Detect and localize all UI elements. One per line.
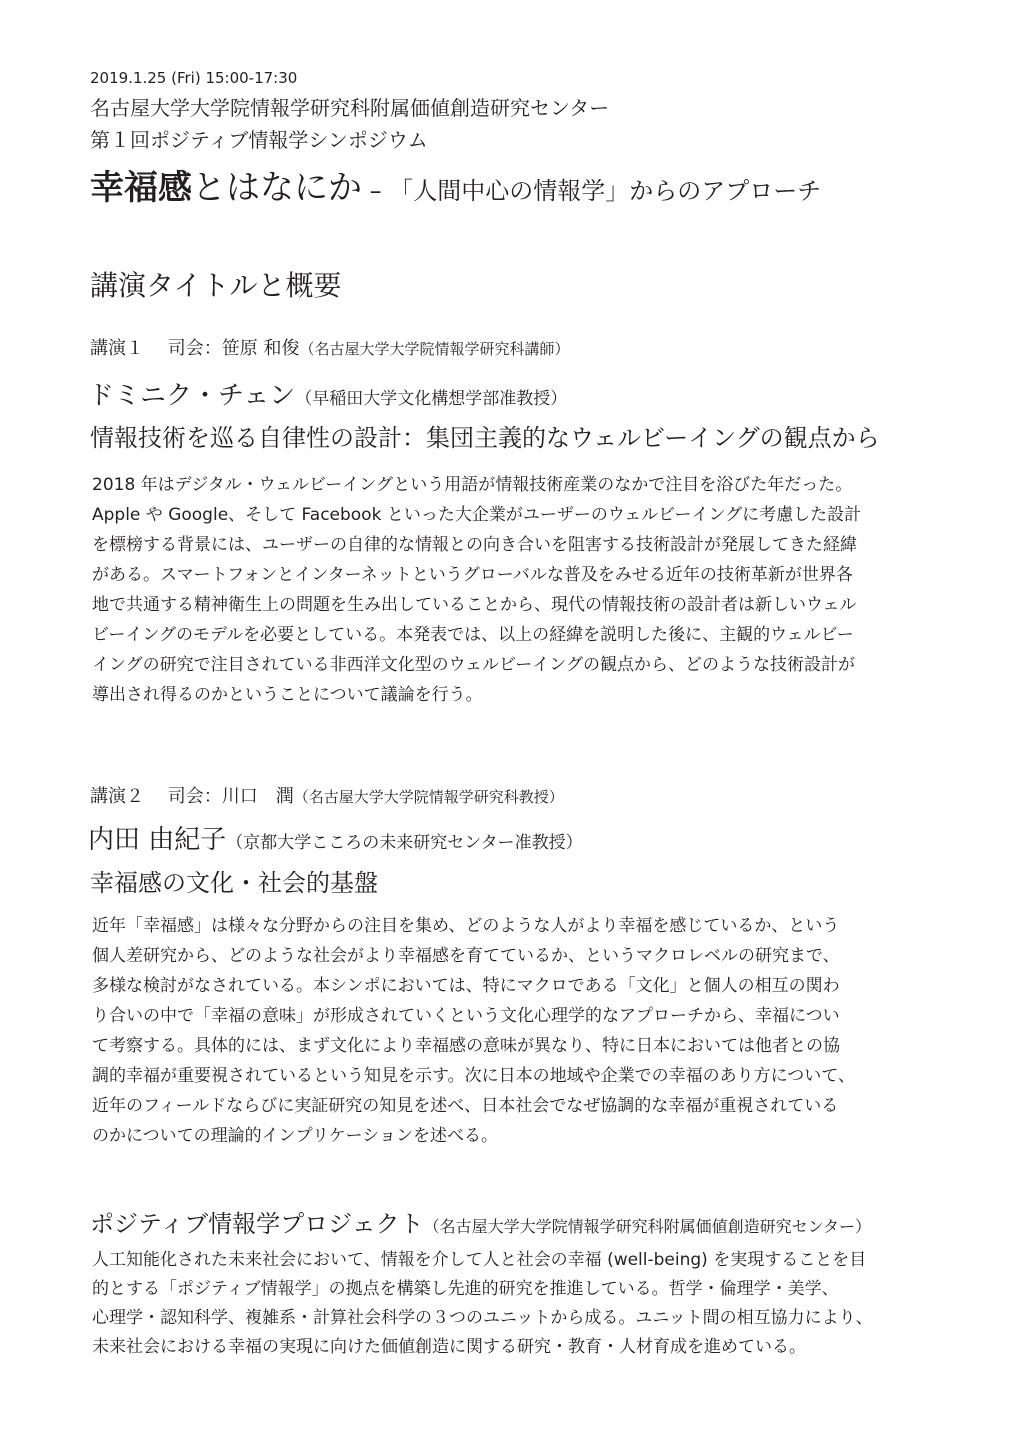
project-line: 心理学・認知科学、複雑系・計算社会科学の３つのユニットから成る。ユニット間の相互協力により、 bbox=[92, 1308, 873, 1328]
title-light: とはなにか bbox=[192, 168, 362, 208]
abstract-line: を標榜する背景には、ユーザーの自律的な情報との向き合いを阻害する技術設計が発展してきた経緯 bbox=[92, 535, 857, 555]
talk-1-abstract bbox=[92, 470, 861, 710]
talk-1-speaker-affiliation: （早稲田大学文化構想学部准教授） bbox=[295, 389, 568, 409]
abstract-line: のかについての理論的インプリケーションを述べる。 bbox=[92, 1126, 498, 1146]
section-heading: 講演タイトルと概要 bbox=[90, 269, 342, 302]
main-title bbox=[90, 166, 821, 216]
talk-2-title: 幸福感の文化・社会的基盤 bbox=[90, 869, 378, 897]
project-description bbox=[92, 1246, 873, 1362]
abstract-line: 近年「幸福感」は様々な分野からの注目を集め、どのような人がより幸福を感じているか、という bbox=[92, 916, 840, 936]
project-line: 未来社会における幸福の実現に向けた価値創造に関する研究・教育・人材育成を進めている。 bbox=[92, 1337, 806, 1357]
talk-1-moderator-affiliation: （名古屋大学大学院情報学研究科講師） bbox=[299, 340, 570, 358]
talk-2-speaker bbox=[88, 822, 583, 861]
talk-1-speaker bbox=[88, 378, 567, 417]
talk-1-moderator: 講演１ 司会：笹原 和俊 bbox=[90, 338, 300, 359]
abstract-line: 2018 年はデジタル・ウェルビーイングという用語が情報技術産業のなかで注目を浴びた年だった。 bbox=[92, 475, 853, 495]
symposium-name: 第１回ポジティブ情報学シンポジウム bbox=[90, 128, 428, 152]
title-dash: – bbox=[362, 177, 390, 205]
abstract-line: 多様な検討がなされている。本シンポにおいては、特にマクロである「文化」と個人の相互の関わ bbox=[92, 976, 840, 996]
abstract-line: て考察する。具体的には、まず文化により幸福感の意味が異なり、特に日本においては他者との協 bbox=[92, 1036, 840, 1056]
abstract-line: ビーイングのモデルを必要としている。本発表では、以上の経緯を説明した後に、主観的ウェルビー bbox=[92, 625, 854, 645]
project-line: 人工知能化された未来社会において、情報を介して人と社会の幸福 (well-being) を実現することを目 bbox=[92, 1250, 867, 1270]
abstract-line: 個人差研究から、どのような社会がより幸福感を育てているか、というマクロレベルの研究まで、 bbox=[92, 946, 840, 966]
talk-2-speaker-affiliation: （京都大学こころの未来研究センター准教授） bbox=[226, 833, 583, 853]
title-subtitle: 「人間中心の情報学」からのアプローチ bbox=[389, 177, 822, 205]
abstract-line: 近年のフィールドならびに実証研究の知見を述べ、日本社会でなぜ協調的な幸福が重視されている bbox=[92, 1096, 839, 1116]
talk-2-speaker-name: 内田 由紀子 bbox=[88, 825, 227, 855]
project-line: 的とする「ポジティブ情報学」の拠点を構築し先進的研究を推進している。哲学・倫理学・美学、 bbox=[92, 1279, 839, 1299]
talk-1-label bbox=[90, 336, 569, 362]
project-heading bbox=[90, 1206, 871, 1245]
abstract-line: 地で共通する精神衛生上の問題を生み出していることから、現代の情報技術の設計者は新しいウェル bbox=[92, 595, 857, 615]
talk-1-title: 情報技術を巡る自律性の設計：集団主義的なウェルビーイングの観点から bbox=[90, 424, 880, 452]
talk-2-moderator-affiliation: （名古屋大学大学院情報学研究科教授） bbox=[293, 788, 564, 806]
project-affiliation: （名古屋大学大学院情報学研究科附属価値創造研究センター） bbox=[423, 1217, 871, 1236]
talk-2-moderator: 講演２ 司会：川口 潤 bbox=[90, 786, 294, 807]
title-strong: 幸福感 bbox=[90, 168, 192, 208]
abstract-line: り合いの中で「幸福の意味」が形成されていくという文化心理学的なアプローチから、幸福につい bbox=[92, 1006, 840, 1026]
event-date: 2019.1.25 (Fri) 15:00-17:30 bbox=[90, 69, 298, 87]
talk-1-speaker-name: ドミニク・チェン bbox=[88, 381, 296, 411]
abstract-line: イングの研究で注目されている非西洋文化型のウェルビーイングの観点から、どのような技術設計が bbox=[92, 655, 855, 675]
talk-2-abstract bbox=[92, 911, 855, 1151]
abstract-line: 導出され得るのかということについて議論を行う。 bbox=[92, 685, 483, 705]
abstract-line: 調的幸福が重要視されているという知見を示す。次に日本の地域や企業での幸福のあり方について、 bbox=[92, 1066, 855, 1086]
abstract-line: がある。スマートフォンとインターネットというグローバルな普及をみせる近年の技術革新が世界各 bbox=[92, 565, 853, 585]
talk-2-label bbox=[90, 784, 564, 810]
project-name: ポジティブ情報学プロジェクト bbox=[90, 1210, 424, 1238]
organizer-name: 名古屋大学大学院情報学研究科附属価値創造研究センター bbox=[90, 96, 610, 120]
abstract-line: Apple や Google、そして Facebook といった大企業がユーザーのウェルビーイングに考慮した設計 bbox=[92, 505, 862, 525]
